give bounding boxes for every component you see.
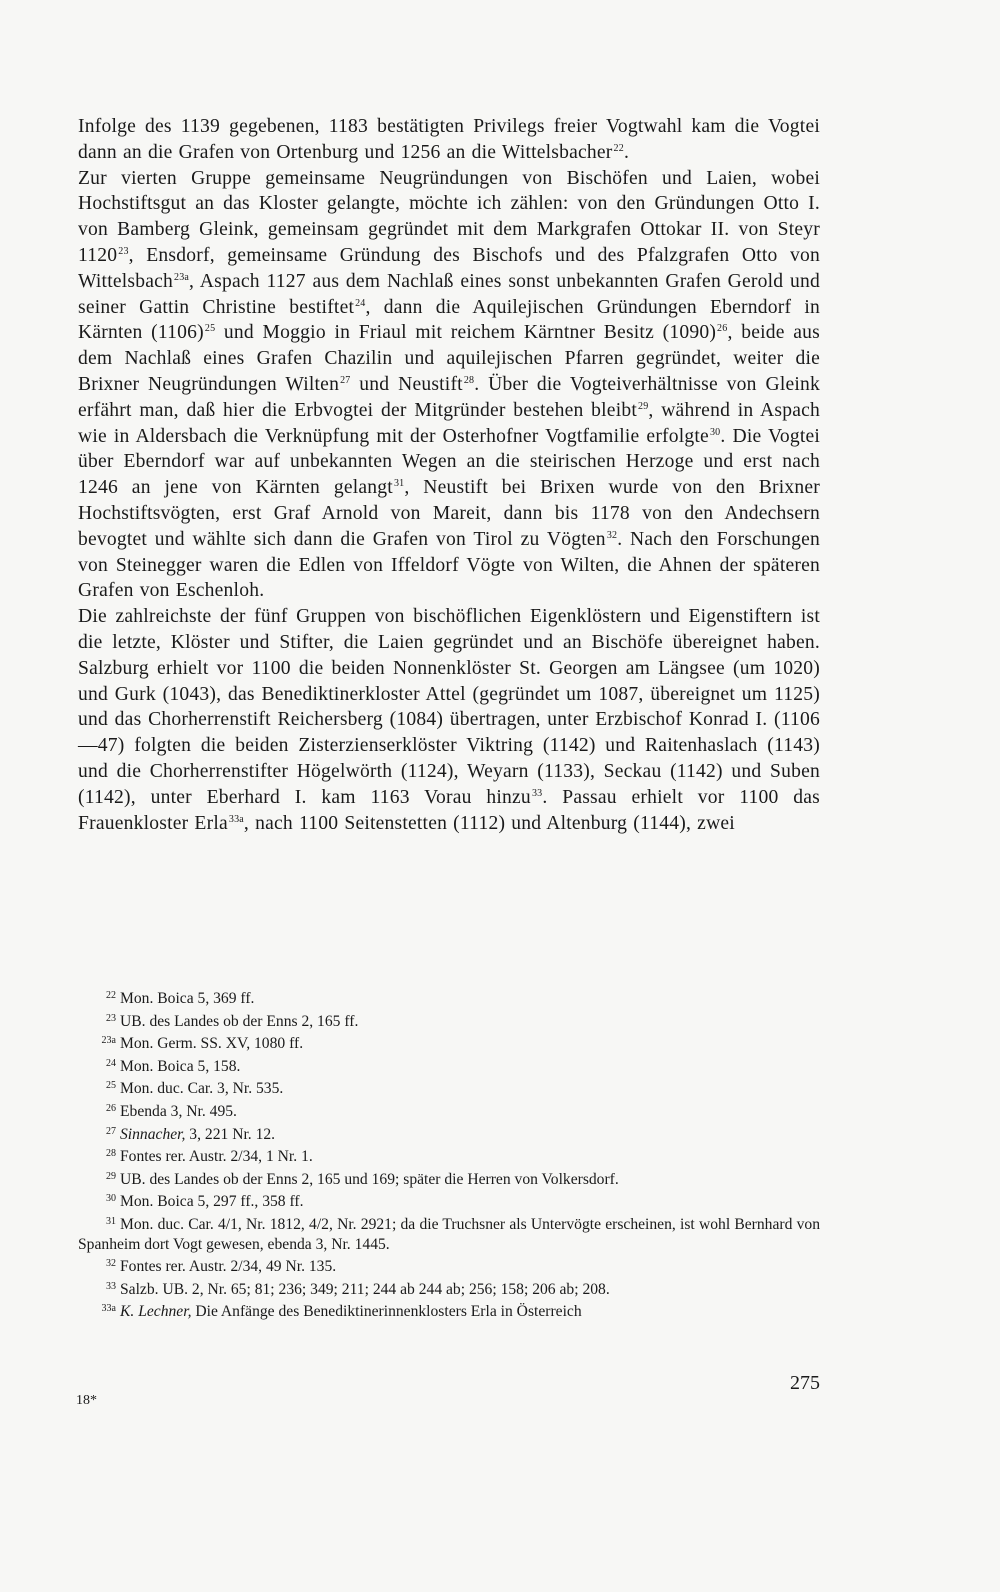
footnote: [78, 1009, 820, 1032]
footnote-reference[interactable]: 24: [355, 297, 366, 309]
paragraph-text: , beide aus dem Nachlaß eines Grafen Chazilin und aquilejischen Pfarren gegründet, weiter die Brixner Neugründungen Wilten: [78, 322, 820, 395]
footnote-reference[interactable]: 29: [638, 400, 649, 412]
footnote-author: Sinnacher,: [120, 1125, 186, 1143]
footnote-reference[interactable]: 30: [709, 426, 721, 438]
footnote-text: Die Anfänge des Benediktinerinnenklosters Erla in Österreich: [191, 1303, 582, 1321]
footnote-text: Salzb. UB. 2, Nr. 65; 81; 236; 349; 211; 244 ab 244 ab; 256; 158; 206 ab; 208.: [120, 1280, 610, 1298]
paragraph-text: , während in Aspach wie in Aldersbach die Verknüpfung mit der Osterhofner Vogtfamilie erfolgte: [78, 399, 821, 447]
footnote: [78, 1212, 820, 1254]
footnote-text: Mon. Boica 5, 158.: [120, 1057, 241, 1075]
footnote-reference[interactable]: 31: [393, 478, 405, 490]
footnote-reference[interactable]: 26: [717, 323, 728, 335]
footnote-reference[interactable]: 27: [340, 374, 351, 386]
paragraph-text: . Nach den Forschungen von Steinegger waren die Edlen von Iffeldorf Vögte von Wilten, die Ahnen der späteren Grafen von Eschenloh.: [78, 528, 820, 602]
footnote-number: 23a: [101, 1035, 116, 1047]
paragraph-text: und Neustift: [350, 373, 463, 395]
footnote-reference[interactable]: 28: [463, 374, 475, 386]
paragraph-text: , Aspach 1127 aus dem Nachlaß eines sonst unbekannten Grafen Gerold und seiner Gattin Christine bestiftet: [78, 270, 820, 318]
paragraph-text: .: [623, 141, 630, 163]
footnote-text: Mon. Boica 5, 369 ff.: [120, 990, 255, 1007]
footnote: [78, 986, 820, 1009]
body-paragraph: [78, 166, 820, 605]
footnote-number: 24: [106, 1057, 116, 1069]
footnote: [78, 1277, 820, 1300]
body-text: [78, 114, 820, 836]
footnote-reference[interactable]: 33: [531, 787, 543, 799]
paragraph-text: , Ensdorf, gemeinsame Gründung des Bischofs und des Pfalzgrafen Otto von Wittelsbach: [78, 244, 820, 292]
footnote-number: 26: [106, 1102, 116, 1114]
footnote: [78, 1054, 820, 1077]
footnote: [78, 1099, 820, 1122]
footnote-text: Ebenda 3, Nr. 495.: [120, 1102, 237, 1120]
footnote-number: 33a: [101, 1303, 116, 1315]
footnote-text: Mon. duc. Car. 3, Nr. 535.: [120, 1080, 284, 1098]
footnote-number: 33: [106, 1280, 116, 1292]
paragraph-text: . Passau erhielt vor 1100 das Frauenkloster Erla: [78, 786, 820, 834]
footnote-number: 22: [106, 990, 116, 1001]
paragraph-text: Zur vierten Gruppe gemeinsame Neugründungen von Bischöfen und Laien, wobei Hochstiftsgut an das Kloster gelangte, möchte ich zählen: von den Gründungen Otto I. von Bamberg Gleink, gemeinsam gegründet mit dem Markgrafen Ottokar II. von Steyr 1120: [78, 167, 820, 266]
footnote: [78, 1144, 820, 1167]
footnote-text: Mon. Germ. SS. XV, 1080 ff.: [120, 1035, 304, 1053]
paragraph-text: Infolge des 1139 gegebenen, 1183 bestätigten Privilegs freier Vogtwahl kam die Vogtei dann an die Grafen von Ortenburg und 1256 an die Wittelsbacher: [78, 116, 820, 163]
footnote-number: 30: [106, 1193, 116, 1205]
footnote: [78, 1299, 820, 1322]
footnote-author: K. Lechner,: [120, 1303, 192, 1321]
paragraph-text: , nach 1100 Seitenstetten (1112) und Altenburg (1144), zwei: [243, 812, 735, 834]
footnote-number: 31: [106, 1215, 116, 1227]
paragraph-text: . Die Vogtei über Eberndorf war auf unbekannten Wegen an die steirischen Herzoge und erst nach 1246 an jene von Kärnten gelangt: [78, 425, 821, 499]
paragraph-text: und Moggio in Friaul mit reichem Kärntner Besitz (1090): [215, 322, 717, 344]
footnote-number: 32: [106, 1258, 116, 1270]
paragraph-text: . Über die Vogteiverhältnisse von Gleink erfährt man, daß hier die Erbvogtei der Mitgründer bestehen bleibt: [78, 373, 821, 421]
paragraph-text: , Neustift bei Brixen wurde von den Brixner Hochstiftsvögten, erst Graf Arnold von Mareit, dann bis 1178 von den Andechsern bevogtet und wählte sich dann die Grafen von Tirol zu Vögten: [78, 477, 820, 550]
footnote-text: Mon. duc. Car. 4/1, Nr. 1812, 4/2, Nr. 2921; da die Truchsner als Untervögte erscheinen, ist wohl Bernhard von Spanheim dort Vogt gewesen, ebenda 3, Nr. 1445.: [78, 1215, 820, 1253]
footnote-reference[interactable]: 23: [118, 245, 129, 257]
paragraph-text: Die zahlreichste der fünf Gruppen von bischöflichen Eigenklöstern und Eigenstiftern ist die letzte, Klöster und Stifter, die Laien gegründet und an Bischöfe übereignet haben. Salzburg erhielt vor 1100 die beiden Nonnenklöster St. Georgen am Längsee (um 1020) und Gurk (1043), das Benediktinerkloster Attel (gegründet um 1087, übereignet um 1125) und das Chorherrenstift Reichersberg (1084) übertragen, unter Erzbischof Konrad I. (1106—47) folgten die beiden Zisterzienserklöster Viktring (1142) und Raitenhaslach (1143) und die Chorherrenstifter Högelwörth (1124), Weyarn (1133), Seckau (1142) und Suben (1142), unter Eberhard I. kam 1163 Vorau hinzu: [78, 606, 820, 808]
footnote-reference[interactable]: 32: [606, 529, 618, 541]
footnote-number: 29: [106, 1170, 116, 1182]
footnote-text: Fontes rer. Austr. 2/34, 49 Nr. 135.: [120, 1258, 337, 1276]
body-paragraph: [78, 114, 820, 166]
footnote: [78, 1122, 820, 1145]
footnote-text: Fontes rer. Austr. 2/34, 1 Nr. 1.: [120, 1148, 313, 1166]
footnote-text: Mon. Boica 5, 297 ff., 358 ff.: [120, 1193, 304, 1211]
footnote-number: 23: [106, 1012, 116, 1024]
footnote: [78, 1254, 820, 1277]
footnote-reference[interactable]: 25: [204, 323, 216, 335]
signature-mark: 18*: [76, 1393, 97, 1408]
footnote: [78, 1076, 820, 1099]
footnote-reference[interactable]: 23a: [174, 271, 190, 283]
page-number: 275: [790, 1372, 820, 1394]
paragraph-text: , dann die Aquilejischen Gründungen Eberndorf in Kärnten (1106): [78, 296, 820, 344]
footnote-reference[interactable]: 33a: [228, 813, 244, 825]
footnote-text: 3, 221 Nr. 12.: [185, 1125, 276, 1143]
footnote-reference[interactable]: 22: [613, 142, 624, 154]
footnote: [78, 1031, 820, 1054]
footnote: [78, 1189, 820, 1212]
footnotes: [78, 986, 820, 1322]
footnote-number: 25: [106, 1080, 116, 1092]
footnote-number: 27: [106, 1125, 116, 1137]
footnote-number: 28: [106, 1148, 116, 1160]
footnote: [78, 1167, 820, 1190]
footnote-text: UB. des Landes ob der Enns 2, 165 und 169; später die Herren von Volkersdorf.: [120, 1170, 619, 1188]
body-paragraph: [78, 604, 820, 836]
footnote-text: UB. des Landes ob der Enns 2, 165 ff.: [120, 1012, 359, 1030]
